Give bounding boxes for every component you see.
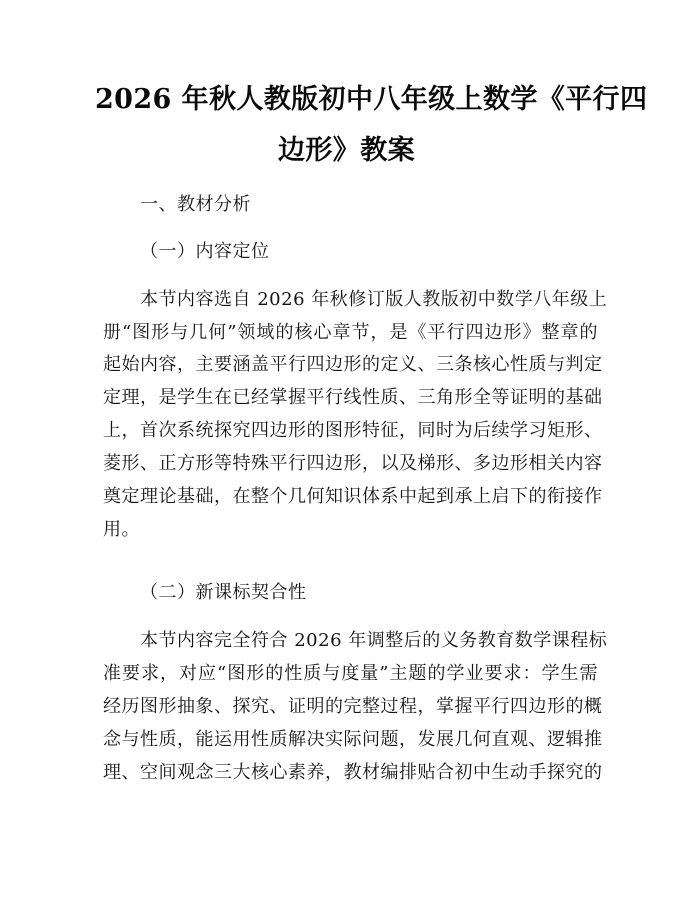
section-heading-textbook-analysis: 一、教材分析 — [140, 194, 251, 215]
paragraph-1-line-5: 上，首次系统探究四边形的图形特征，同时为后续学习矩形、 — [103, 420, 603, 441]
paragraph-2-line-2: 准要求，对应“图形的性质与度量”主题的学业要求：学生需 — [103, 663, 598, 684]
paragraph-2-line-1: 本节内容完全符合 2026 年调整后的义务教育数学课程标 — [140, 630, 608, 651]
subsection-heading-curriculum-alignment: （二）新课标契合性 — [140, 582, 307, 603]
paragraph-1-line-2: 册“图形与几何”领域的核心章节，是《平行四边形》整章的 — [103, 322, 598, 343]
subsection-heading-content-positioning: （一）内容定位 — [140, 241, 270, 262]
paragraph-1-line-3: 起始内容，主要涵盖平行四边形的定义、三条核心性质与判定 — [103, 354, 603, 375]
paragraph-1-line-7: 奠定理论基础，在整个几何知识体系中起到承上启下的衔接作 — [103, 486, 603, 507]
document-title-line-1: 2026 年秋人教版初中八年级上数学《平行四 — [95, 84, 648, 115]
paragraph-2-line-3: 经历图形抽象、探究、证明的完整过程，掌握平行四边形的概 — [103, 696, 603, 717]
paragraph-2-line-5: 理、空间观念三大核心素养，教材编排贴合初中生动手探究的 — [103, 762, 603, 783]
paragraph-2-line-4: 念与性质，能运用性质解决实际问题，发展几何直观、逻辑推 — [103, 729, 603, 750]
paragraph-1-line-1: 本节内容选自 2026 年秋修订版人教版初中数学八年级上 — [140, 289, 608, 310]
paragraph-1-line-4: 定理，是学生在已经掌握平行线性质、三角形全等证明的基础 — [103, 387, 603, 408]
paragraph-1-line-6: 菱形、正方形等特殊平行四边形，以及梯形、多边形相关内容 — [103, 453, 603, 474]
document-title-line-2: 边形》教案 — [278, 135, 415, 166]
paragraph-1-line-8: 用。 — [103, 519, 140, 540]
